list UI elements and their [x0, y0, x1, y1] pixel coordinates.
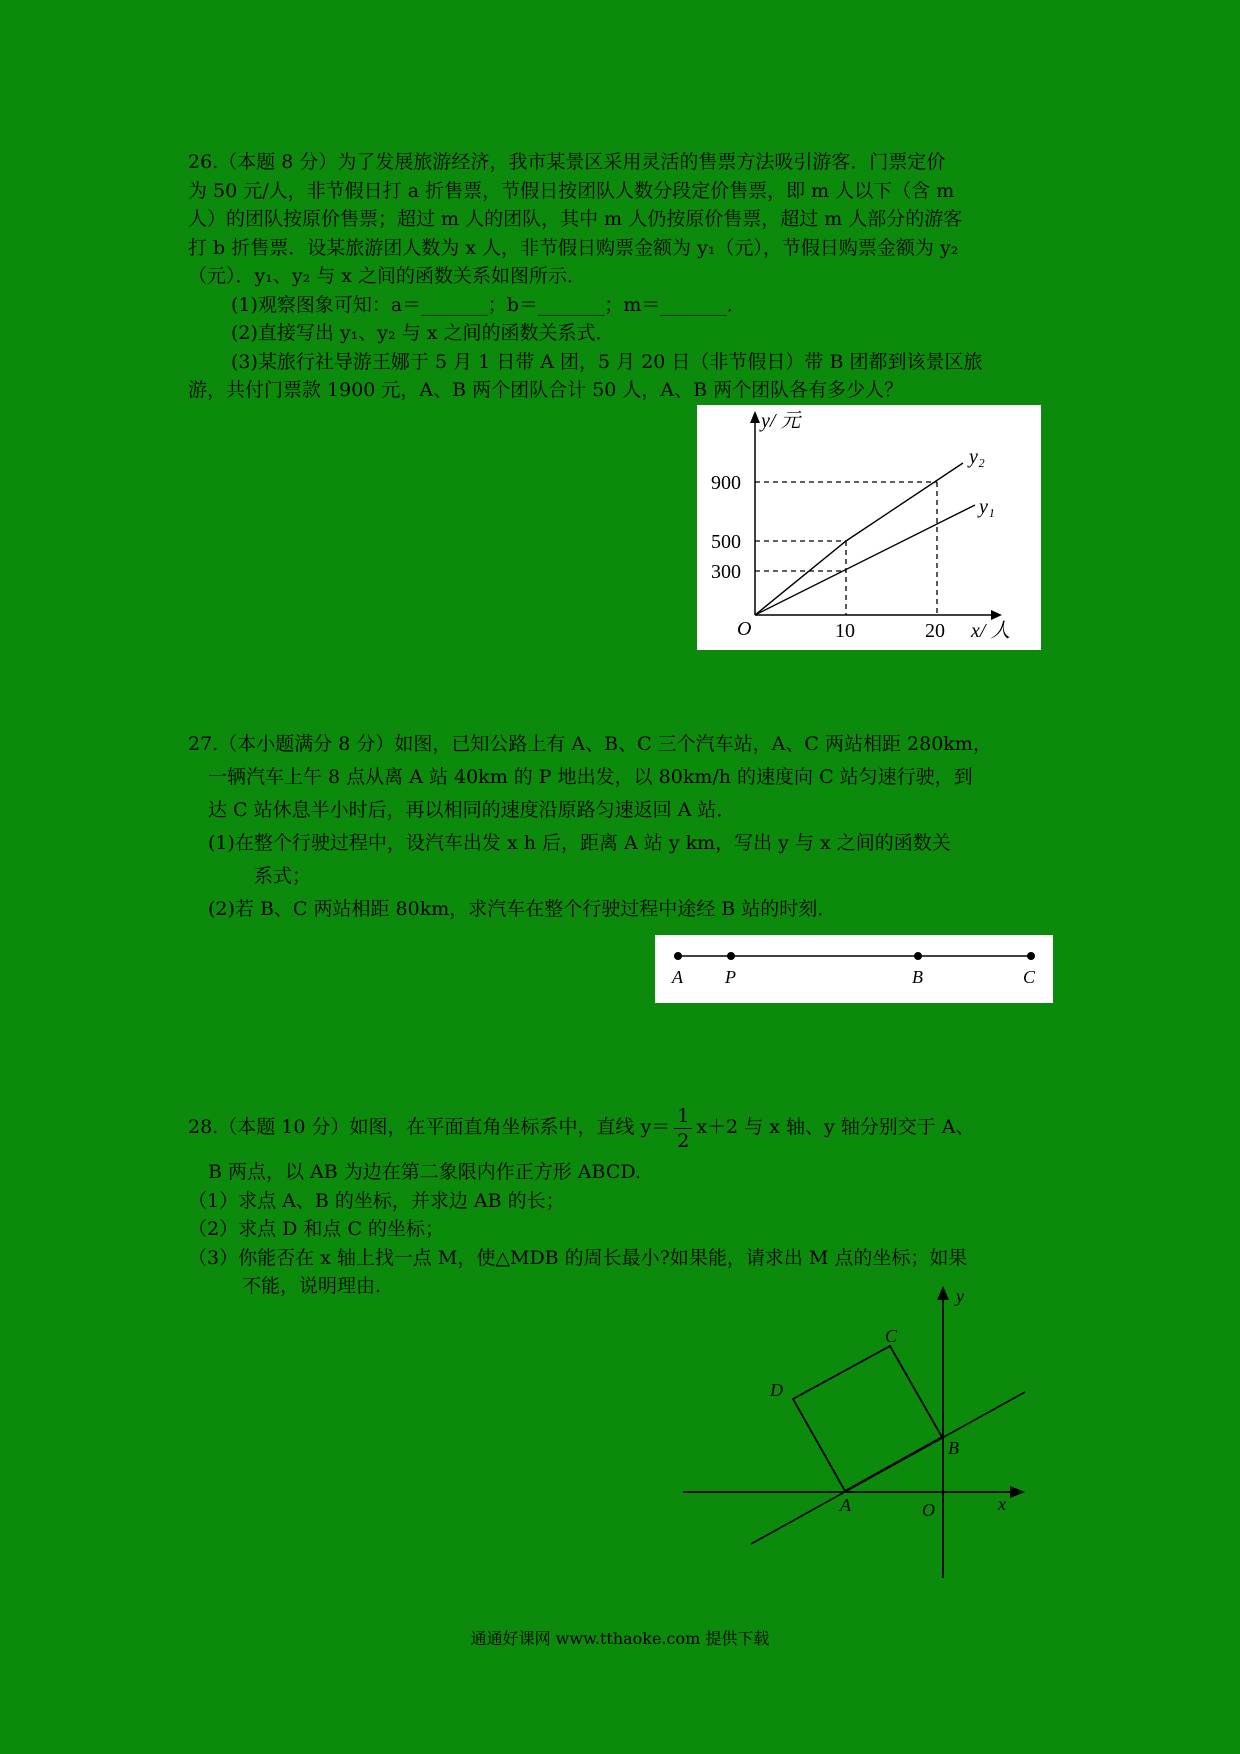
x-tick-10: 10: [835, 620, 855, 642]
line-y2: [755, 463, 963, 615]
q26-line: 26.（本题 8 分）为了发展旅游经济，我市某景区采用灵活的售票方法吸引游客．门票定价: [188, 151, 946, 173]
x-axis-arrow: [991, 610, 1002, 620]
x-tick-20: 20: [925, 620, 945, 642]
y-axis-arrow: [937, 1286, 949, 1300]
q28-frac-num: 1: [674, 1104, 692, 1129]
label-d: D: [770, 1380, 783, 1400]
q28-sub2: （2）求点 D 和点 C 的坐标；: [188, 1218, 445, 1240]
q26-graph-svg: [697, 405, 1041, 650]
point-c: [1027, 952, 1035, 960]
label-a: A: [840, 1495, 851, 1515]
q27-sub1-cont: 系式；: [254, 865, 312, 887]
label-b: B: [912, 967, 923, 987]
q28-sub3: （3）你能否在 x 轴上找一点 M，使△MDB 的周长最小?如果能，请求出 M 点的坐标；如果: [188, 1246, 968, 1269]
label-b: B: [948, 1438, 959, 1458]
q27-sub1: (1)在整个行驶过程中，设汽车出发 x h 后，距离 A 站 y km，写出 y 与 x 之间的函数关: [208, 832, 951, 854]
q28-line1-pre: 28.（本题 10 分）如图，在平面直角坐标系中，直线 y＝: [188, 1116, 671, 1138]
label-x: x: [998, 1494, 1006, 1514]
q28-line1-post: x＋2 与 x 轴、y 轴分别交于 A、: [696, 1116, 975, 1138]
q26-line: 人）的团队按原价售票；超过 m 人的团队，其中 m 人仍按原价售票，超过 m 人部分的游客: [188, 208, 963, 230]
label-c: C: [885, 1326, 898, 1346]
q26-sub3-cont: 游，共付门票款 1900 元，A、B 两个团队合计 50 人，A、B 两个团队各有多少人？: [188, 379, 904, 401]
origin-label: O: [737, 618, 752, 640]
q26-sub1: (1)观察图象可知：a＝_______；b＝_______；m＝_______．: [231, 293, 746, 316]
label-y: y: [956, 1286, 964, 1306]
y-tick-300: 300: [711, 561, 741, 583]
q28-line2: B 两点，以 AB 为边在第二象限内作正方形 ABCD.: [208, 1161, 641, 1183]
label-p: P: [725, 967, 736, 987]
q28-frac-den: 2: [677, 1129, 690, 1152]
q27-text: [188, 728, 1053, 926]
q27-road-figure: [655, 935, 1053, 1003]
q28-figure: [680, 1282, 1040, 1582]
q28-line1: [188, 1097, 1053, 1157]
q27-line: 27.（本小题满分 8 分）如图，已知公路上有 A、B、C 三个汽车站，A、C 两站相距 280km，: [188, 733, 992, 755]
point-p: [727, 952, 735, 960]
square-abcd: [793, 1346, 942, 1491]
q27-road-svg: [655, 935, 1053, 1003]
line-y2-label: y₂: [969, 446, 985, 468]
q27-line: 一辆汽车上午 8 点从离 A 站 40km 的 P 地出发，以 80km/h 的速度向 C 站匀速行驶，到: [208, 766, 973, 788]
point-b: [914, 952, 922, 960]
q26-line: 打 b 折售票．设某旅游团人数为 x 人，非节假日购票金额为 y₁（元），节假日购票金额为 y₂: [188, 236, 959, 259]
y-axis-arrow: [750, 411, 760, 423]
point-a: [674, 952, 682, 960]
q28-sub1: （1）求点 A、B 的坐标，并求边 AB 的长；: [188, 1189, 565, 1212]
q27-line: 达 C 站休息半小时后，再以相同的速度沿原路匀速返回 A 站．: [208, 799, 736, 821]
y-axis-label: y/ 元: [761, 410, 801, 432]
q26-sub3: (3)某旅行社导游王娜于 5 月 1 日带 A 团，5 月 20 日（非节假日）带 B 团都到该景区旅: [231, 350, 983, 373]
y-tick-900: 900: [711, 472, 741, 494]
line-y1: [755, 505, 975, 615]
label-o: O: [922, 1500, 935, 1520]
q26-sub2: (2)直接写出 y₁、y₂ 与 x 之间的函数关系式．: [231, 322, 615, 344]
q28-text: [188, 1158, 1053, 1301]
q28-fraction: [674, 1104, 692, 1153]
q27-sub2: (2)若 B、C 两站相距 80km，求汽车在整个行驶过程中途经 B 站的时刻．: [208, 898, 837, 920]
q26-line: 为 50 元/人，非节假日打 a 折售票，节假日按团队人数分段定价售票，即 m 人以下（含 m: [188, 179, 955, 202]
q28-sub3-cont: 不能，说明理由.: [242, 1275, 382, 1297]
label-c: C: [1023, 967, 1036, 987]
x-axis-arrow: [1010, 1486, 1025, 1498]
q26-line: （元）．y₁、y₂ 与 x 之间的函数关系如图所示．: [188, 265, 587, 287]
line-y1-label: y₁: [979, 496, 995, 518]
q26-graph: [697, 405, 1041, 650]
x-axis-label: x/ 人: [971, 620, 1011, 642]
q26-text: [188, 148, 1053, 405]
footer-credit: 通通好课网 www.tthaoke.com 提供下载: [470, 1629, 770, 1648]
label-a: A: [672, 967, 683, 987]
y-tick-500: 500: [711, 531, 741, 553]
